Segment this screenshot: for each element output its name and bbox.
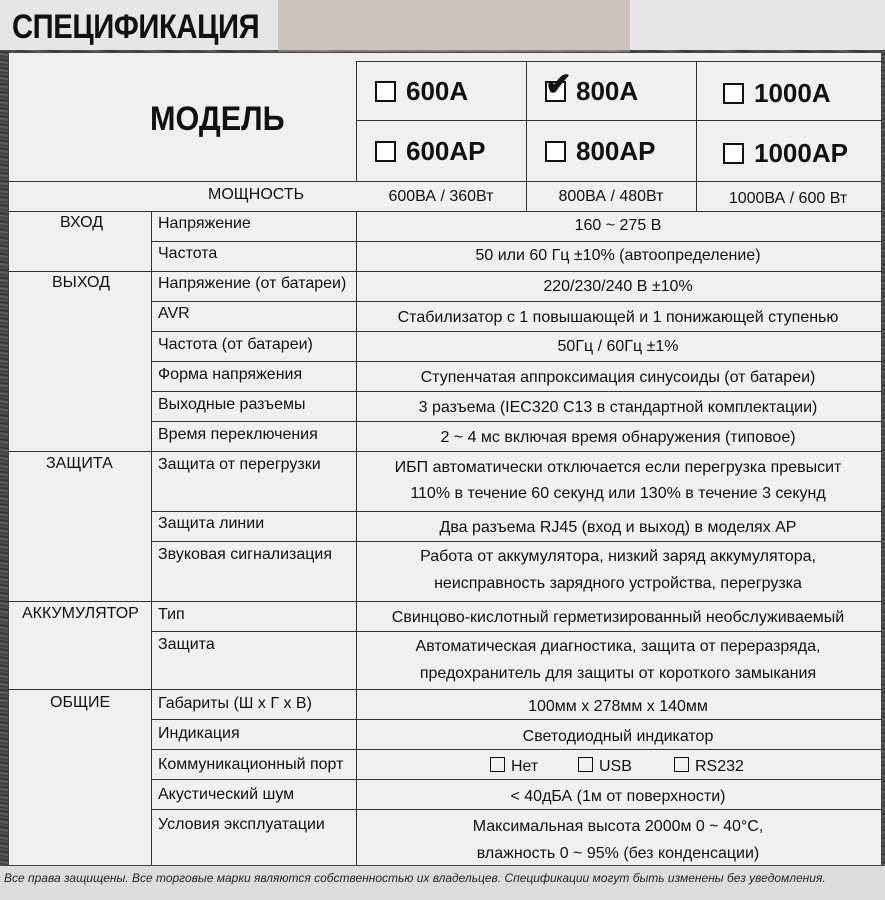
param: Защита линии xyxy=(158,515,265,532)
grid-line xyxy=(151,361,881,362)
param: Частота (от батареи) xyxy=(158,336,313,353)
section-battery: АККУМУЛЯТОР xyxy=(22,605,139,622)
grid-line xyxy=(151,779,881,780)
value: 50 или 60 Гц ±10% (автоопределение) xyxy=(475,247,761,264)
param: Коммуникационный порт xyxy=(158,756,344,773)
checkbox-icon[interactable] xyxy=(674,757,689,772)
model-label: МОДЕЛЬ xyxy=(150,100,285,138)
value: 160 ~ 275 В xyxy=(574,217,662,234)
power-value-600: 600ВА / 360Вт xyxy=(388,188,494,205)
footer-disclaimer: Все права защищены. Все торговые марки являются собственностью их владельцев. Спецификации могут быть изменены без уведомления. xyxy=(4,871,826,885)
model-option-800a[interactable] xyxy=(545,76,638,107)
value-line2: предохранитель для защиты от короткого замыкания xyxy=(419,665,817,682)
grid-line xyxy=(151,391,881,392)
model-option-1000ap[interactable] xyxy=(723,138,848,169)
value-line2: 110% в течение 60 секунд или 130% в течение 3 секунд xyxy=(410,485,826,502)
model-option-label: 600AP xyxy=(406,136,486,166)
power-value-800: 800ВА / 480Вт xyxy=(558,188,664,205)
param: Форма напряжения xyxy=(158,366,303,383)
grid-line xyxy=(151,749,881,750)
model-option-label: 800AP xyxy=(576,136,656,166)
model-option-1000a[interactable] xyxy=(723,78,831,109)
power-label: МОЩНОСТЬ xyxy=(208,186,305,203)
power-value-1000: 1000ВА / 600 Вт xyxy=(728,190,848,207)
value: 100мм х 278мм х 140мм xyxy=(528,698,708,715)
grid-line xyxy=(151,331,881,332)
checkbox-icon[interactable] xyxy=(723,143,744,164)
grid-line xyxy=(9,211,881,212)
value: Светодиодный индикатор xyxy=(522,728,714,745)
value: Автоматическая диагностика, защита от переразряда, xyxy=(415,638,821,655)
value-line2: неисправность зарядного устройства, перегрузка xyxy=(434,575,802,592)
checkbox-icon[interactable] xyxy=(375,141,396,162)
model-option-label: 800A xyxy=(576,76,639,106)
grid-line xyxy=(356,120,881,121)
param: AVR xyxy=(158,305,190,322)
section-output: ВЫХОД xyxy=(52,274,110,291)
section-protection: ЗАЩИТА xyxy=(46,455,113,472)
checked-checkbox-icon[interactable] xyxy=(545,81,566,102)
model-option-label: 1000A xyxy=(754,78,831,108)
grid-line xyxy=(356,61,881,62)
param: Индикация xyxy=(158,725,240,742)
model-option-label: 1000AP xyxy=(754,138,848,168)
value: Два разъема RJ45 (вход и выход) в моделях AP xyxy=(439,519,797,536)
grid-line xyxy=(9,181,881,182)
grid-line xyxy=(9,451,881,452)
port-option-label: RS232 xyxy=(695,758,744,775)
grid-line xyxy=(151,421,881,422)
grid-line xyxy=(9,689,881,690)
value: Ступенчатая аппроксимация синусоиды (от батареи) xyxy=(420,369,816,386)
param: Звуковая сигнализация xyxy=(158,546,332,563)
port-option-label: Нет xyxy=(511,758,539,775)
value: 220/230/240 В ±10% xyxy=(543,278,693,295)
grid-line xyxy=(151,241,881,242)
grid-line xyxy=(151,211,152,865)
grid-line xyxy=(151,631,881,632)
param: Габариты (Ш х Г х В) xyxy=(158,695,312,712)
model-option-600ap[interactable] xyxy=(375,136,486,167)
value: 2 ~ 4 мс включая время обнаружения (типовое) xyxy=(440,429,796,446)
value: Свинцово-кислотный герметизированный необслуживаемый xyxy=(391,609,845,626)
param: Выходные разъемы xyxy=(158,396,306,413)
model-option-800ap[interactable] xyxy=(545,136,656,167)
param: Защита xyxy=(158,636,215,653)
param: Условия эксплуатации xyxy=(158,816,325,833)
port-option-usb[interactable] xyxy=(578,757,632,777)
grid-line xyxy=(151,301,881,302)
grid-line xyxy=(151,809,881,810)
checkbox-icon[interactable] xyxy=(723,83,744,104)
value: Работа от аккумулятора, низкий заряд аккумулятора, xyxy=(420,548,816,565)
port-option-label: USB xyxy=(599,758,632,775)
grid-line xyxy=(151,541,881,542)
param: Защита от перегрузки xyxy=(158,456,321,473)
value: 3 разъема (IEC320 C13 в стандартной комплектации) xyxy=(418,399,818,416)
model-option-600a[interactable] xyxy=(375,76,468,107)
param: Время переключения xyxy=(158,426,318,443)
param: Акустический шум xyxy=(158,786,295,803)
footer-band xyxy=(0,866,885,900)
value: ИБП автоматически отключается если перегрузка превысит xyxy=(394,459,842,476)
checkbox-icon[interactable] xyxy=(490,757,505,772)
section-input: ВХОД xyxy=(60,214,104,231)
param: Напряжение (от батареи) xyxy=(158,275,347,292)
value: 50Гц / 60Гц ±1% xyxy=(557,338,679,355)
checkbox-icon[interactable] xyxy=(545,141,566,162)
checkbox-icon[interactable] xyxy=(578,757,593,772)
model-option-label: 600A xyxy=(406,76,469,106)
grid-line xyxy=(151,719,881,720)
value-line2: влажность 0 ~ 95% (без конденсации) xyxy=(476,845,760,862)
value: < 40дБА (1м от поверхности) xyxy=(510,788,726,805)
grid-line xyxy=(151,511,881,512)
param: Частота xyxy=(158,245,218,262)
value: Максимальная высота 2000м 0 ~ 40°С, xyxy=(472,818,764,835)
page-title: СПЕЦИФИКАЦИЯ xyxy=(12,8,260,46)
section-general: ОБЩИЕ xyxy=(50,694,111,711)
port-option-none[interactable] xyxy=(490,757,538,777)
param: Напряжение xyxy=(158,215,251,232)
grid-line xyxy=(356,61,357,181)
param: Тип xyxy=(158,606,185,623)
port-option-rs232[interactable] xyxy=(674,757,744,777)
checkbox-icon[interactable] xyxy=(375,81,396,102)
grid-line xyxy=(9,601,881,602)
grid-line xyxy=(9,271,881,272)
value: Стабилизатор с 1 повышающей и 1 понижающей ступенью xyxy=(397,309,839,326)
